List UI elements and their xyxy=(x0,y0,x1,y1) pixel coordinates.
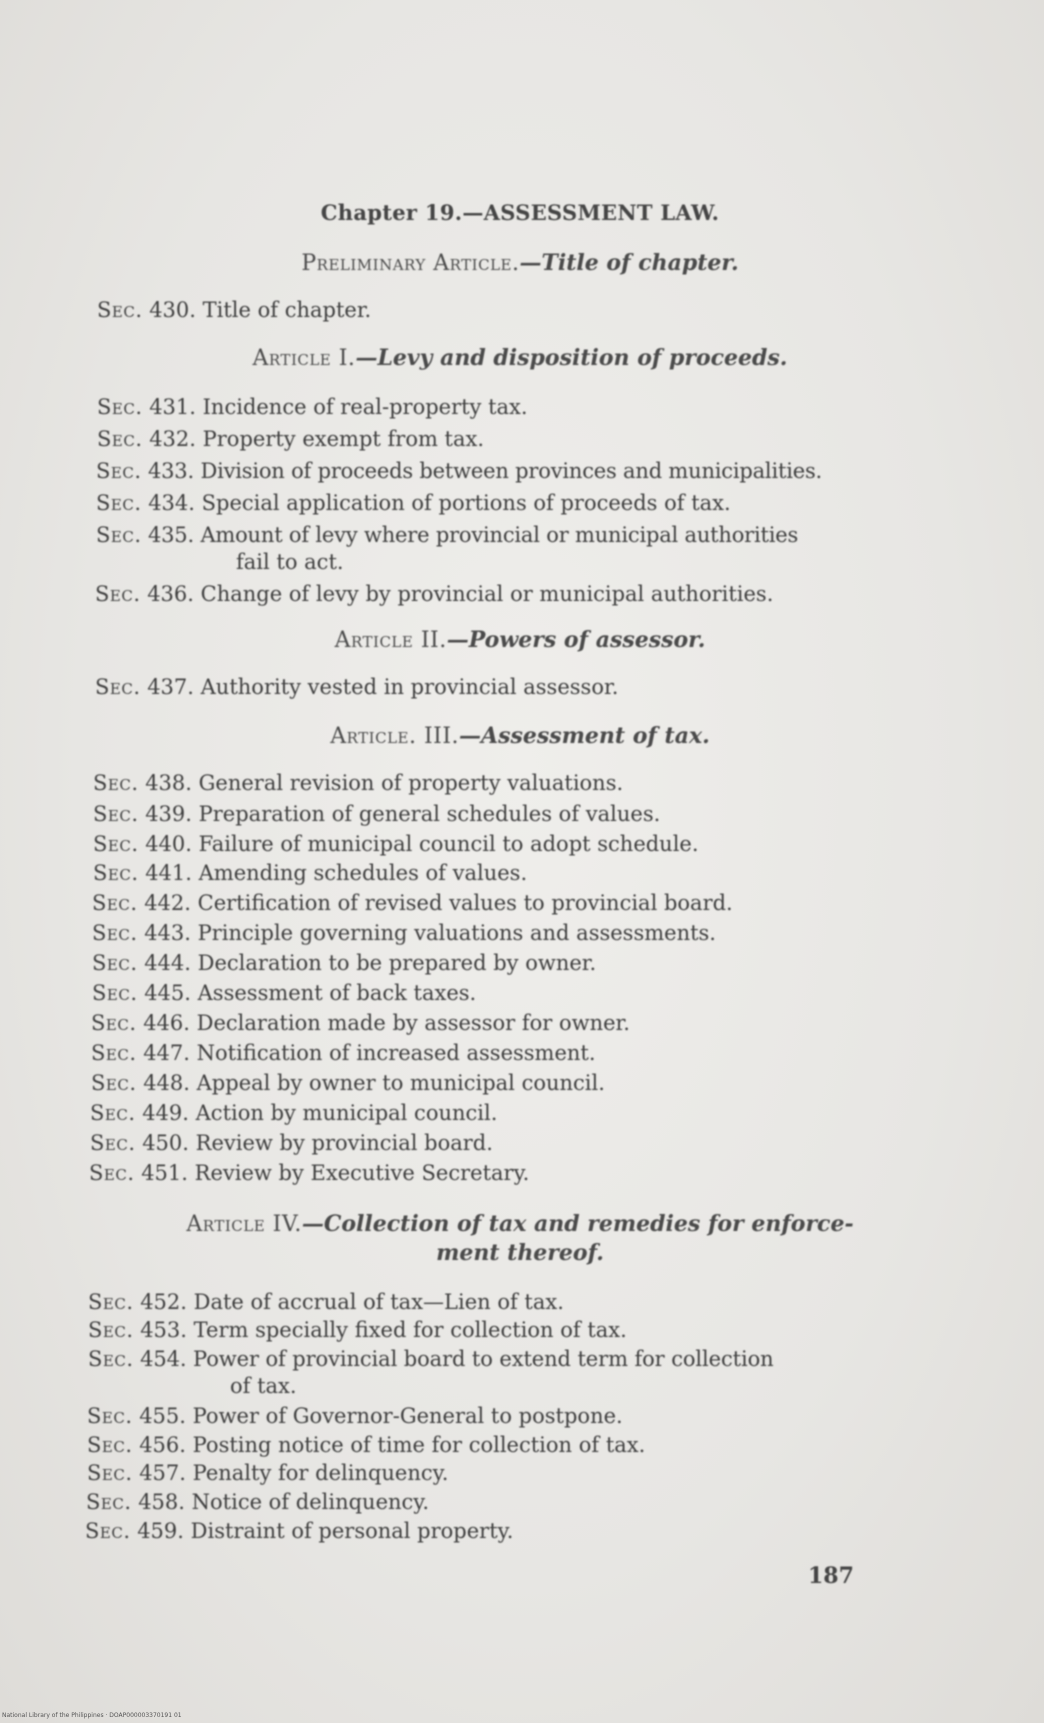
section-entry: Sec. 431. Incidence of real-property tax. xyxy=(97,395,528,419)
page-number: 187 xyxy=(808,1563,854,1589)
archive-footer: National Library of the Philippines · DOAP000003370191 01 xyxy=(2,1712,182,1719)
section-entry: Sec. 445. Assessment of back taxes. xyxy=(92,981,477,1005)
section-entry: Sec. 448. Appeal by owner to municipal council. xyxy=(91,1071,605,1095)
section-entry: Sec. 452. Date of accrual of tax—Lien of tax. xyxy=(88,1290,564,1314)
article-title: —Powers of assessor. xyxy=(446,627,706,653)
article-label: Article I. xyxy=(252,346,356,371)
section-entry: Sec. 439. Preparation of general schedules of values. xyxy=(93,802,661,826)
section-entry: Sec. 435. Amount of levy where provincial or municipal authorities xyxy=(96,523,799,547)
section-continuation: fail to act. xyxy=(236,550,344,574)
section-entry: Sec. 441. Amending schedules of values. xyxy=(93,861,528,885)
preliminary-article-heading xyxy=(200,250,840,276)
section-entry: Sec. 444. Declaration to be prepared by owner. xyxy=(92,951,597,975)
article-title: —Levy and disposition of proceeds. xyxy=(355,345,788,371)
section-entry xyxy=(97,298,371,322)
section-entry: Sec. 455. Power of Governor-General to postpone. xyxy=(87,1404,623,1428)
section-continuation: of tax. xyxy=(230,1374,297,1398)
section-entry: Sec. 447. Notification of increased assessment. xyxy=(91,1041,596,1065)
section-entry: Sec. 442. Certification of revised values to provincial board. xyxy=(92,891,733,915)
section-entry: Sec. 446. Declaration made by assessor for owner. xyxy=(91,1011,630,1035)
article-1-heading xyxy=(200,345,840,371)
article-label: Preliminary Article. xyxy=(301,251,520,276)
article-2-heading xyxy=(200,627,840,653)
article-label: Article II. xyxy=(334,628,447,653)
section-entry: Sec. 457. Penalty for delinquency. xyxy=(87,1461,449,1485)
section-entry: Sec. 458. Notice of delinquency. xyxy=(86,1490,430,1514)
section-entry: Sec. 432. Property exempt from tax. xyxy=(97,427,485,451)
section-entry: Sec. 454. Power of provincial board to extend term for collection xyxy=(88,1347,774,1371)
section-title: Title of chapter. xyxy=(202,298,372,322)
section-entry: Sec. 449. Action by municipal council. xyxy=(90,1101,498,1125)
sec-label: Sec. xyxy=(97,298,143,322)
article-4-heading xyxy=(150,1210,890,1267)
section-entry: Sec. 437. Authority vested in provincial assessor. xyxy=(95,675,619,699)
section-entry: Sec. 450. Review by provincial board. xyxy=(90,1131,493,1155)
article-title: —Collection of tax and remedies for enforce- xyxy=(301,1211,854,1237)
section-number: 430. xyxy=(149,298,196,322)
chapter-heading: Chapter 19.—ASSESSMENT LAW. xyxy=(320,200,720,225)
section-entry: Sec. 443. Principle governing valuations and assessments. xyxy=(92,921,716,945)
article-title: —Assessment of tax. xyxy=(459,723,710,749)
article-3-heading xyxy=(200,723,840,749)
article-title: —Title of chapter. xyxy=(519,250,739,276)
article-label: Article IV. xyxy=(186,1212,302,1237)
section-entry: Sec. 438. General revision of property valuations. xyxy=(93,771,624,795)
article-title-continuation: ment thereof. xyxy=(436,1240,604,1266)
section-entry: Sec. 434. Special application of portions of proceeds of tax. xyxy=(96,491,731,515)
section-entry: Sec. 440. Failure of municipal council to adopt schedule. xyxy=(93,832,699,856)
section-entry: Sec. 451. Review by Executive Secretary. xyxy=(89,1161,530,1185)
section-entry: Sec. 453. Term specially fixed for collection of tax. xyxy=(88,1318,627,1342)
section-entry: Sec. 433. Division of proceeds between provinces and municipalities. xyxy=(96,459,822,483)
section-entry: Sec. 459. Distraint of personal property. xyxy=(85,1519,514,1543)
article-label: Article. III. xyxy=(330,724,460,749)
section-entry: Sec. 436. Change of levy by provincial or municipal authorities. xyxy=(95,582,774,606)
section-entry: Sec. 456. Posting notice of time for collection of tax. xyxy=(87,1433,646,1457)
